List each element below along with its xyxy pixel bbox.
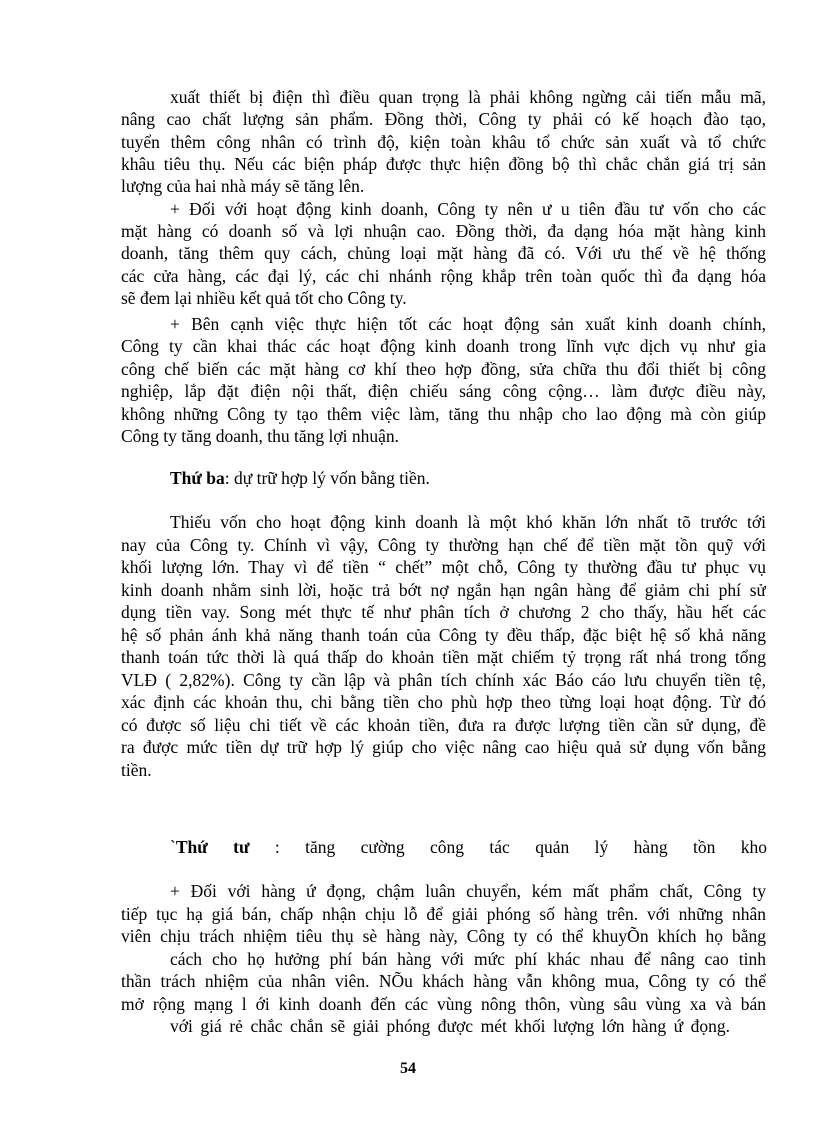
- text-line: thanh toán tức thời là quá thấp do khoản tiền mặt chiếm tỷ trọng rất nhá trong tổng: [121, 647, 766, 667]
- text-line: tiếp tục hạ giá bán, chấp nhận chịu lỗ để giải phóng số hàng trên. với những nhân: [121, 904, 766, 924]
- heading-word: lý: [594, 837, 609, 857]
- section-heading: [170, 836, 767, 858]
- heading-word: kho: [740, 837, 767, 857]
- text-line: dụng tiền vay. Song mét thực tế như phân tích ở chương 2 cho thấy, hầu hết các: [121, 602, 766, 622]
- text-line: khâu tiêu thụ. Nếu các biện pháp được thực hiện đồng bộ thì chắc chắn giá trị sản: [121, 154, 766, 174]
- page-number: 54: [400, 1060, 416, 1077]
- text-line: nghiệp, lắp đặt điện nội thất, điện chiếu sáng công cộng… làm được điều này,: [121, 381, 766, 401]
- heading-word: tồn: [693, 837, 716, 857]
- section-heading-text: : dự trữ hợp lý vốn bằng tiền.: [224, 468, 430, 488]
- heading-word: `Thứ: [170, 837, 208, 857]
- section-heading-label: Thứ ba: [170, 468, 225, 488]
- text-line: mặt hàng có doanh số và lợi nhuận cao. Đồng thời, đa dạng hóa mặt hàng kinh: [121, 221, 766, 241]
- text-line: Công ty tăng doanh, thu tăng lợi nhuận.: [121, 426, 400, 446]
- heading-word: hàng: [633, 837, 668, 857]
- text-line: VLĐ ( 2,82%). Công ty cần lập và phân tích chính xác Báo cáo lưu chuyển tiền tệ,: [121, 670, 766, 690]
- text-line: tuyển thêm công nhân có trình độ, kiện toàn khâu tổ chức sản xuất và tổ chức: [121, 132, 766, 152]
- heading-word: tác: [489, 837, 510, 857]
- heading-word: :: [274, 837, 280, 857]
- text-line: nay của Công ty. Chính vì vậy, Công ty thường hạn chế để tiền mặt tồn quỹ với: [121, 535, 766, 555]
- text-line: viên chịu trách nhiệm tiêu thụ sè hàng này, Công ty có thể khuyÕn khích họ bằng: [121, 926, 766, 946]
- text-line: khối lượng lớn. Thay vì để tiền “ chết” một chỗ, Công ty thường đầu tư phục vụ: [121, 557, 766, 577]
- text-line: cách cho họ hưởng phí bán hàng với mức phí khác nhau để nâng cao tinh: [170, 949, 766, 969]
- text-line: Công ty cần khai thác các hoạt động kinh doanh trong lĩnh vực dịch vụ như gia: [121, 336, 766, 356]
- text-line: + Đối với hàng ứ đọng, chậm luân chuyển, kém mất phẩm chất, Công ty: [170, 881, 766, 901]
- text-line: lượng của hai nhà máy sẽ tăng lên.: [121, 176, 365, 196]
- text-line: có được số liệu chi tiết về các khoản tiền, đưa ra được lượng tiền cần sử dụng, đề: [121, 715, 766, 735]
- heading-word: tư: [233, 837, 250, 857]
- text-line: xác định các khoản thu, chi bằng tiền cho phù hợp theo từng loại hoạt động. Từ đó: [121, 692, 766, 712]
- text-line: mở rộng mạng l ới kinh doanh đến các vùng nông thôn, vùng sâu vùng xa và bán: [121, 994, 766, 1014]
- text-line: tiền.: [121, 760, 152, 780]
- text-line: sẽ đem lại nhiều kết quả tốt cho Công ty.: [121, 288, 407, 308]
- text-line: công chế biến các mặt hàng cơ khí theo hợp đồng, sửa chữa thu đổi thiết bị công: [121, 359, 766, 379]
- text-line: không những Công ty tạo thêm việc làm, tăng thu nhập cho lao động mà còn giúp: [121, 404, 766, 424]
- text-line: + Đối với hoạt động kinh doanh, Công ty nên ư u tiên đầu tư vốn cho các: [170, 199, 766, 219]
- text-line: nâng cao chất lượng sản phẩm. Đồng thời, Công ty phải có kế hoạch đào tạo,: [121, 109, 766, 129]
- text-line: + Bên cạnh việc thực hiện tốt các hoạt động sản xuất kinh doanh chính,: [170, 314, 766, 334]
- heading-word: công: [430, 837, 465, 857]
- text-line: thần trách nhiệm của nhân viên. NÕu khách hàng vẫn không mua, Công ty có thể: [121, 971, 766, 991]
- text-line: xuất thiết bị điện thì điều quan trọng là phải không ngừng cải tiến mẫu mã,: [170, 87, 766, 107]
- section-heading: [170, 467, 430, 489]
- text-line: kinh doanh nhằm sinh lời, hoặc trả bớt nợ ngắn hạn ngân hàng để giảm chi phí sử: [121, 580, 766, 600]
- heading-word: quản: [535, 837, 570, 857]
- text-line: hệ số phản ánh khả năng thanh toán của Công ty đều thấp, đặc biệt hệ số khả năng: [121, 625, 766, 645]
- text-line: Thiếu vốn cho hoạt động kinh doanh là một khó khăn lớn nhất tõ trước tới: [170, 512, 766, 532]
- text-line: các cửa hàng, các đại lý, các chi nhánh rộng khắp trên toàn quốc thì đa dạng hóa: [121, 266, 766, 286]
- heading-word: tăng: [305, 837, 336, 857]
- text-line: ra được mức tiền dự trữ hợp lý giúp cho việc nâng cao hiệu quả sử dụng vốn bằng: [121, 737, 766, 757]
- text-line: doanh, tăng thêm quy cách, chủng loại mặt hàng đã có. Với ưu thế về hệ thống: [121, 243, 766, 263]
- text-line: với giá rẻ chắc chắn sẽ giải phóng được mét khối lượng lớn hàng ứ đọng.: [170, 1016, 730, 1036]
- heading-word: cường: [360, 837, 405, 857]
